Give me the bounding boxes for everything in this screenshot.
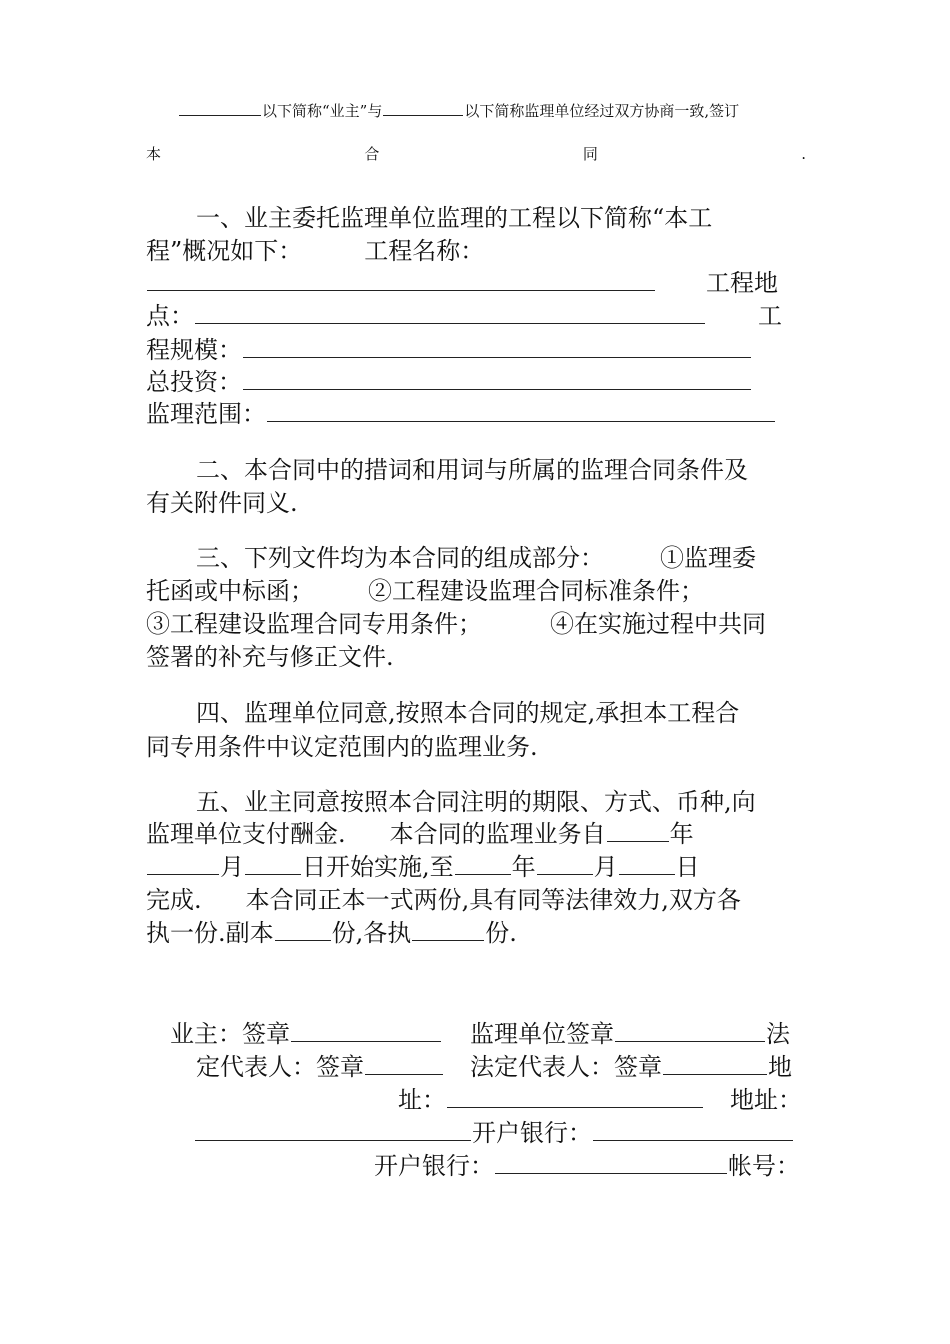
- supervisor-name-blank[interactable]: [383, 114, 463, 116]
- section-4-line-1: 四、监理单位同意,按照本合同的规定,承担本工程合: [196, 699, 740, 727]
- overview-label: 程”概况如下：: [146, 237, 303, 265]
- scope-blank[interactable]: [267, 420, 775, 422]
- month-label: 月: [593, 853, 618, 881]
- section-1-line-3: [146, 271, 778, 295]
- section-3-line-3: [146, 612, 766, 636]
- owner-bank-label: 开户银行：: [472, 1119, 592, 1147]
- section-2-line-1: 二、本合同中的措词和用词与所属的监理合同条件及: [196, 456, 748, 484]
- section-1-line-7: [146, 402, 776, 426]
- header-line-2: [146, 147, 806, 162]
- section-1-line-6: [146, 370, 752, 394]
- supervisor-signature-label: 监理单位签章: [470, 1020, 614, 1048]
- section-2-line-2: 有关附件同义.: [146, 489, 298, 517]
- section-5-line-2: [146, 822, 694, 846]
- total-investment-label: 总投资：: [146, 368, 242, 396]
- signature-line-3: [398, 1088, 802, 1112]
- start-date-label: 本合同的监理业务自: [389, 820, 606, 848]
- day-label: 日: [675, 853, 700, 881]
- section-5-line-5: [146, 921, 517, 945]
- copies-unit: 份.: [485, 919, 517, 947]
- header-char: 同: [582, 145, 598, 163]
- header-text-2: 以下简称监理单位经过双方协商一致,签订: [464, 102, 740, 120]
- each-count-blank[interactable]: [412, 939, 484, 941]
- start-year-blank[interactable]: [607, 840, 669, 842]
- section-1-line-5: [146, 338, 752, 362]
- supervisor-legal-rep-blank[interactable]: [663, 1073, 767, 1075]
- duplicate-count-blank[interactable]: [275, 939, 331, 941]
- supervisor-bank-label: 开户银行：: [374, 1152, 494, 1180]
- owner-legal-rep-blank[interactable]: [365, 1073, 443, 1075]
- section-5-line-3: [146, 855, 700, 879]
- supervisor-signature-blank[interactable]: [615, 1040, 765, 1042]
- section-5-line-4: [146, 888, 741, 912]
- owner-bank-blank[interactable]: [593, 1139, 793, 1141]
- project-location-blank[interactable]: [195, 322, 705, 324]
- signature-line-5: [374, 1154, 800, 1178]
- components-intro: 三、下列文件均为本合同的组成部分：: [196, 544, 604, 572]
- project-location-label: 工程地: [706, 269, 778, 297]
- total-investment-blank[interactable]: [243, 388, 751, 390]
- project-scale-label-end: 程规模：: [146, 336, 242, 364]
- project-name-blank[interactable]: [147, 289, 655, 291]
- section-1-line-4: [146, 304, 782, 328]
- start-day-blank[interactable]: [245, 873, 301, 875]
- section-3-line-1: [196, 546, 756, 570]
- signature-line-2: [196, 1055, 792, 1079]
- owner-legal-rep-label: 定代表人：签章: [196, 1053, 364, 1081]
- supervisor-address-blank[interactable]: [195, 1139, 471, 1141]
- each-holds-label: 份,各执: [331, 919, 412, 947]
- start-end-text: 日开始实施,至: [302, 853, 454, 881]
- supervisor-address-label: 地址：: [730, 1086, 802, 1114]
- header-char: 本: [146, 145, 162, 163]
- payment-text: 监理单位支付酬金.: [146, 820, 346, 848]
- owner-address-blank[interactable]: [447, 1106, 703, 1108]
- end-day-blank[interactable]: [619, 873, 675, 875]
- address-label-start: 地: [768, 1053, 792, 1081]
- supervisor-legal-rep-label: 法定代表人：签章: [470, 1053, 662, 1081]
- project-location-label-end: 点：: [146, 302, 194, 330]
- project-scale-label: 工: [758, 302, 782, 330]
- section-4-line-2: 同专用条件中议定范围内的监理业务.: [146, 733, 538, 761]
- component-2: ②工程建设监理合同标准条件；: [368, 577, 704, 605]
- account-label: 帐号：: [728, 1152, 800, 1180]
- scope-label: 监理范围：: [146, 400, 266, 428]
- signature-line-4: [194, 1121, 794, 1145]
- component-1: ①监理委: [660, 544, 756, 572]
- section-5-line-1: 五、业主同意按照本合同注明的期限、方式、币种,向: [196, 788, 756, 816]
- end-month-blank[interactable]: [537, 873, 593, 875]
- signature-line-1: [170, 1022, 790, 1046]
- year-label: 年: [511, 853, 536, 881]
- header-line-1: [178, 104, 739, 119]
- project-scale-blank[interactable]: [243, 356, 751, 358]
- component-1-end: 托函或中标函；: [146, 577, 314, 605]
- project-name-label: 工程名称：: [364, 237, 485, 265]
- component-4: ④在实施过程中共同: [550, 610, 766, 638]
- owner-name-blank[interactable]: [179, 114, 261, 116]
- component-3: ③工程建设监理合同专用条件；: [146, 610, 482, 638]
- header-text-1: 以下简称“业主”与: [262, 102, 383, 120]
- owner-signature-blank[interactable]: [291, 1040, 441, 1042]
- section-3-line-4: 签署的补充与修正文件.: [146, 643, 394, 671]
- start-month-blank[interactable]: [147, 873, 219, 875]
- supervisor-bank-blank[interactable]: [495, 1172, 727, 1174]
- completion-text: 完成.: [146, 886, 202, 914]
- duplicate-label: 执一份.副本: [146, 919, 274, 947]
- year-label: 年: [669, 820, 694, 848]
- header-char: 合: [364, 145, 380, 163]
- header-char: .: [801, 145, 806, 163]
- month-label: 月: [220, 853, 244, 881]
- owner-address-label: 址：: [398, 1086, 446, 1114]
- section-1-line-2: [146, 239, 484, 263]
- copies-text: 本合同正本一式两份,具有同等法律效力,双方各: [245, 886, 741, 914]
- section-3-line-2: [146, 579, 704, 603]
- legal-rep-label-start: 法: [766, 1020, 790, 1048]
- end-year-blank[interactable]: [455, 873, 511, 875]
- owner-signature-label: 业主：签章: [170, 1020, 290, 1048]
- section-1-line-1: 一、业主委托监理单位监理的工程以下简称“本工: [196, 204, 713, 232]
